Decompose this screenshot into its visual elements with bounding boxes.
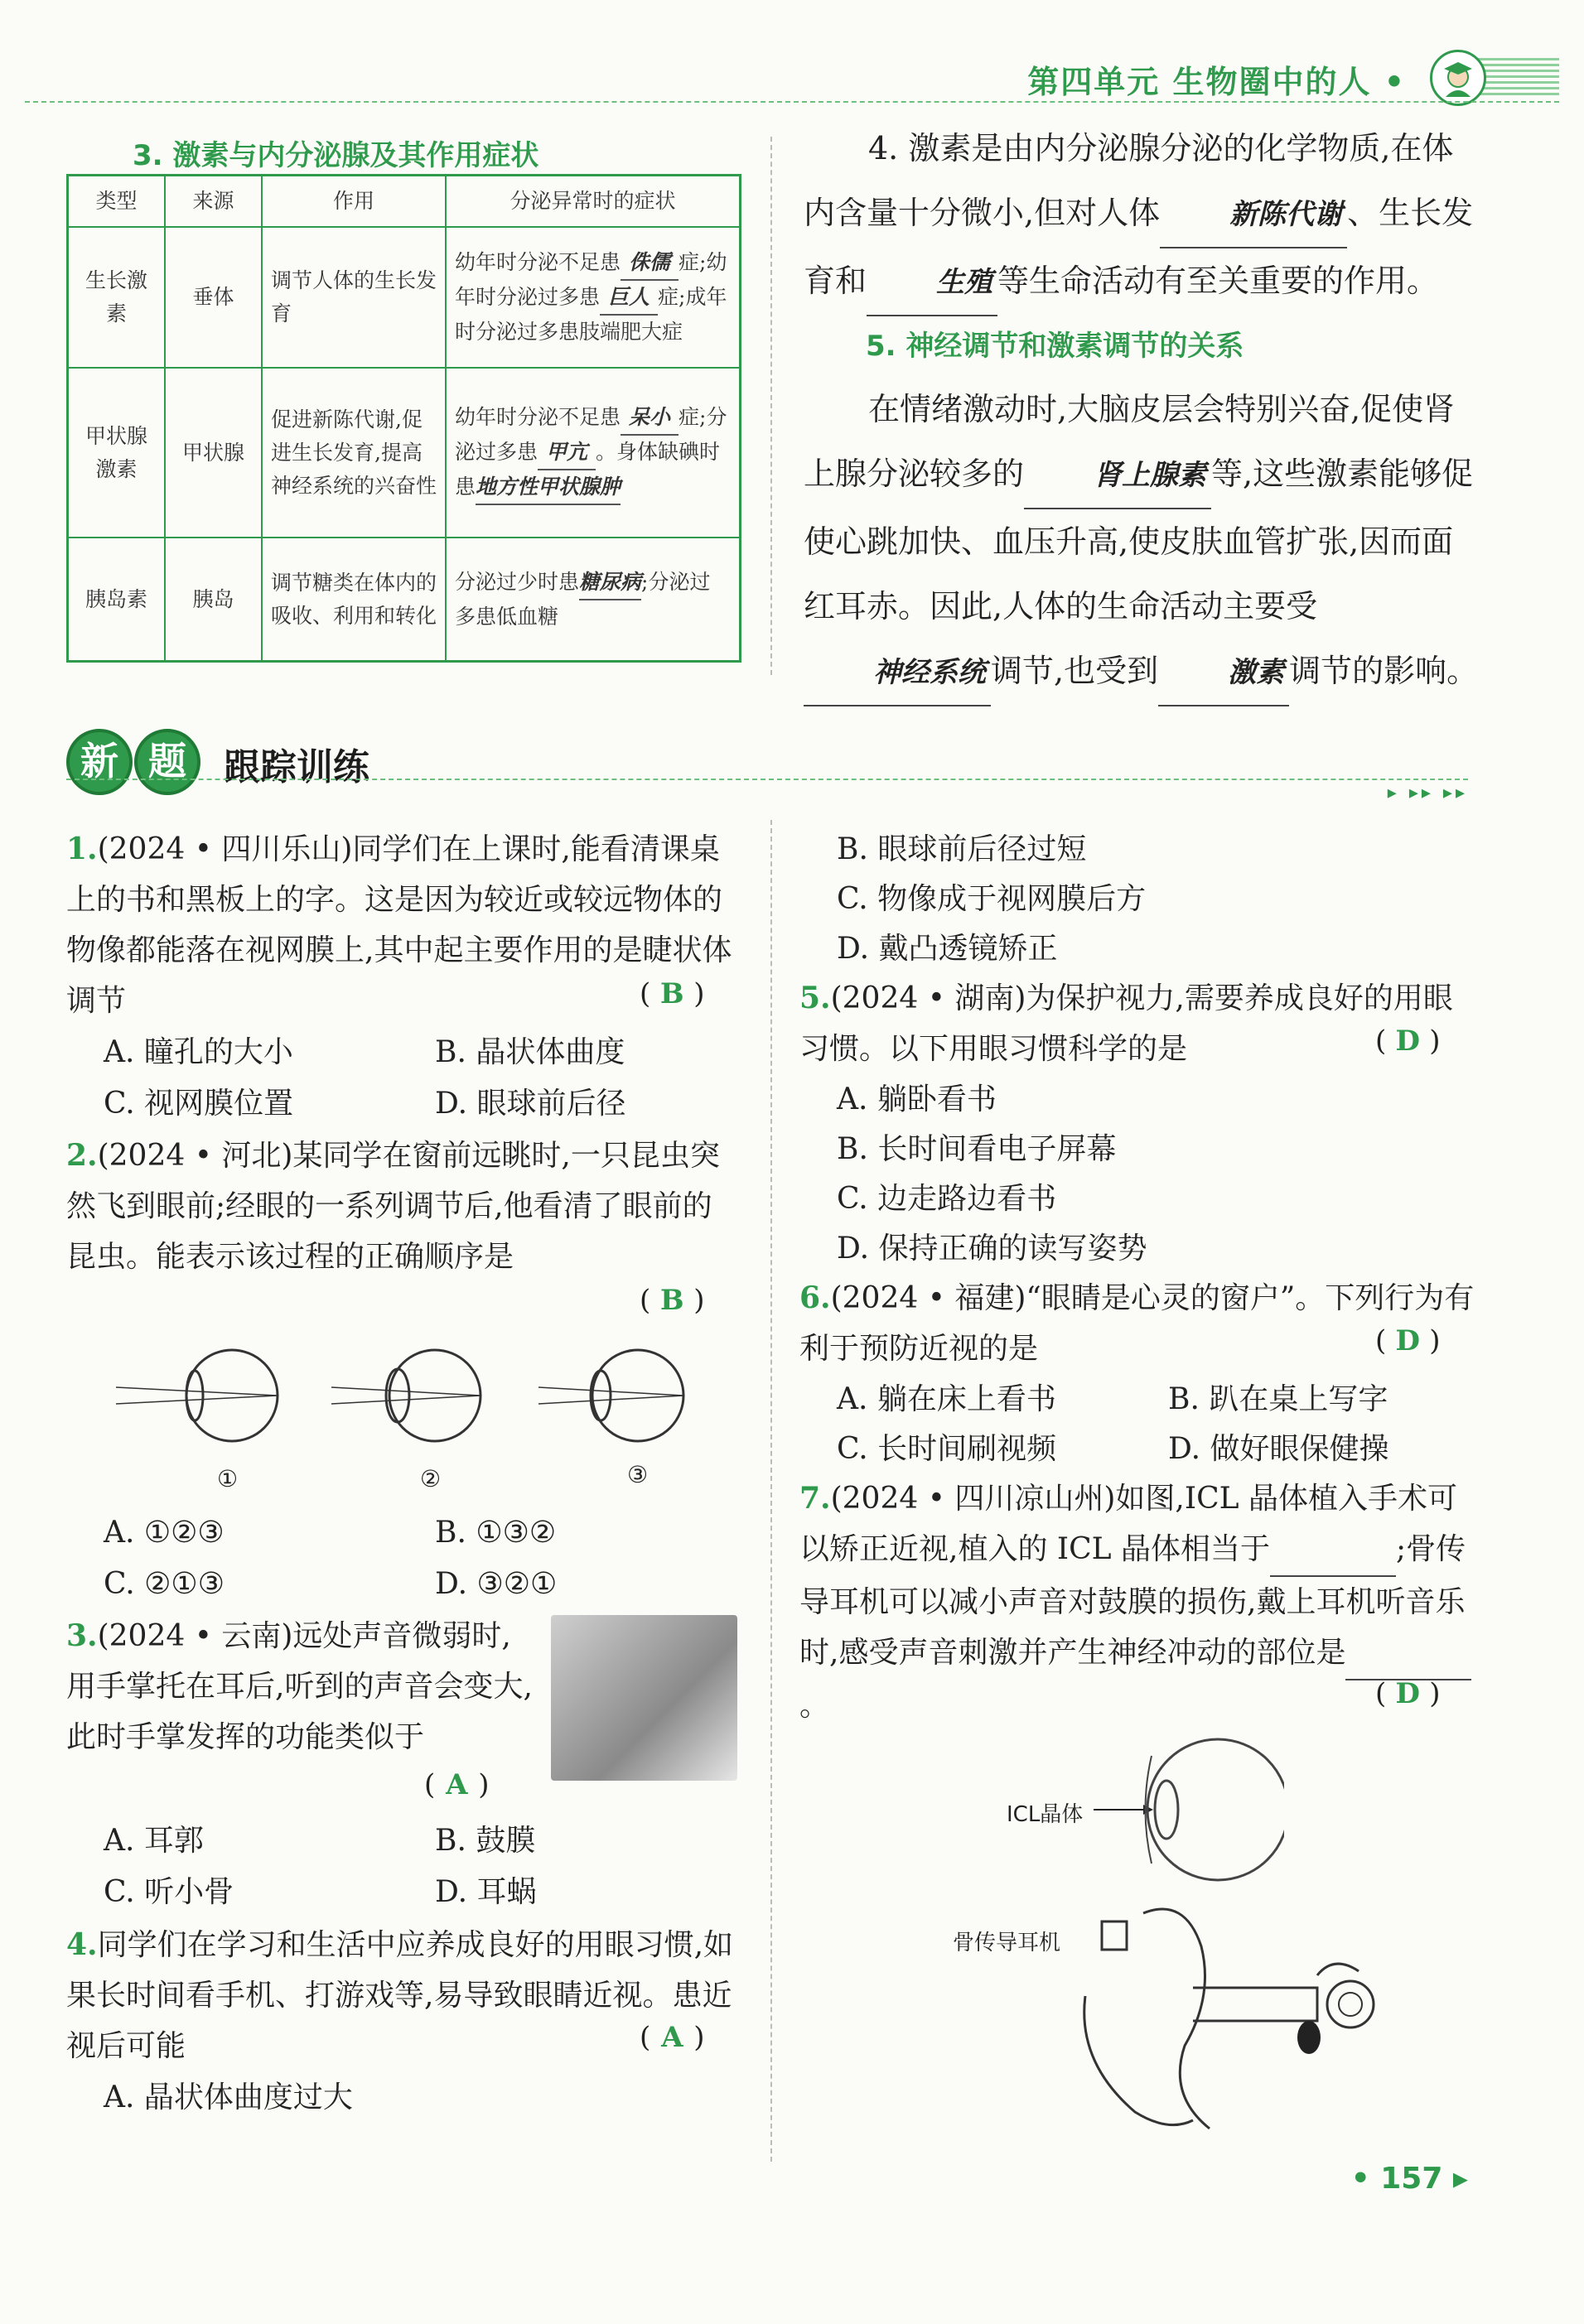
answer-fill: 激素: [1158, 640, 1289, 706]
diagram-label: ③: [627, 1461, 649, 1488]
earphone-label: 骨传导耳机: [953, 1931, 1061, 1955]
question-7: 7.(2024 • 四川凉山州)如图,ICL 晶体植入手术可以矫正近视,植入的 ICL 晶体相当于 ;骨传导耳机可以减小声音对鼓膜的损伤,戴上耳机听音乐时,感受声音刺激并产生神经冲动的部位是 。: [799, 1473, 1479, 1731]
option-b: B. 晶状体曲度: [435, 1035, 625, 1069]
question-2: 2.(2024 • 河北)某同学在窗前远眺时,一只昆虫突然飞到眼前;经眼的一系列调节后,他看清了眼前的昆虫。能表示该过程的正确顺序是: [66, 1138, 720, 1274]
answer-fill: 甲亢: [538, 436, 596, 470]
page-number: • 157 ▸: [1350, 2162, 1468, 2196]
column-header: 类型: [68, 176, 166, 228]
answer-fill: 新陈代谢: [1160, 182, 1347, 248]
question-3: 3.(2024 • 云南)远处声音微弱时,用手掌托在耳后,听到的声音会变大,此时手掌发挥的功能类似于: [66, 1618, 533, 1754]
answer-bracket: ( D ): [1375, 1677, 1441, 1710]
header-divider: [25, 101, 1559, 103]
banner-arrows: ▸ ▸▸ ▸▸: [1387, 783, 1468, 803]
question-1: 1.(2024 • 四川乐山)同学们在上课时,能看清课桌上的书和黑板上的字。这是因为较近或较远物体的物像都能落在视网膜上,其中起主要作用的是睫状体调节: [66, 832, 732, 1018]
answer-fill: 生殖: [867, 250, 997, 316]
answer-fill: 神经系统: [804, 640, 991, 706]
eye-diagram-2: [331, 1350, 481, 1441]
option-d: D. 做好眼保健操: [1168, 1432, 1389, 1466]
question-5: 5.(2024 • 湖南)为保护视力,需要养成良好的用眼习惯。以下用眼习惯科学的是: [799, 981, 1453, 1066]
banner-badge: 题: [134, 729, 200, 795]
option-b: B. 鼓膜: [435, 1824, 536, 1858]
hormone-effect: 调节糖类在体内的吸收、利用和转化: [262, 538, 446, 662]
hormone-symptoms: 幼年时分泌不足患 呆小 症;分泌过多患 甲亢 。身体缺碘时患地方性甲状腺肿: [446, 368, 741, 538]
option-b: B. 长时间看电子屏幕: [837, 1132, 1117, 1166]
banner-badge: 新: [66, 729, 133, 795]
eye-diagram-3: [538, 1350, 683, 1441]
hormone-type: 甲状腺激素: [68, 368, 166, 538]
option-c: C. 物像成于视网膜后方: [837, 882, 1147, 916]
table-header-row: [68, 176, 741, 228]
answer-bracket: ( B ): [640, 977, 705, 1010]
option-a: A. 晶状体曲度过大: [104, 2081, 353, 2114]
answer-blank: [1345, 1628, 1471, 1680]
answer-bracket: ( B ): [640, 1284, 705, 1317]
ear-anatomy-figure: [1069, 1897, 1417, 2137]
answer-bracket: ( D ): [1375, 1324, 1441, 1357]
answer-fill: 糖尿病: [579, 566, 641, 600]
option-c: C. ②①③: [104, 1567, 225, 1601]
hormone-symptoms: 分泌过少时患糖尿病;分泌过多患低血糖: [446, 538, 741, 662]
hormone-type: 生长激素: [68, 227, 166, 368]
section4-paragraph: 4. 激素是由内分泌腺分泌的化学物质,在体内含量十分微小,但对人体 新陈代谢 、生长发育和 生殖 等生命活动有至关重要的作用。: [804, 116, 1483, 316]
option-c: C. 长时间刷视频: [837, 1432, 1057, 1466]
column-header: 作用: [262, 176, 446, 228]
option-c: C. 听小骨: [104, 1875, 234, 1909]
answer-bracket: ( D ): [1375, 1025, 1441, 1058]
option-d: D. 耳蜗: [435, 1875, 537, 1909]
person-cupping-ear-photo: [551, 1615, 737, 1781]
answer-fill: 地方性甲状腺肿: [476, 470, 621, 505]
table-row: [68, 368, 741, 538]
option-d: D. ③②①: [435, 1567, 558, 1601]
option-a: A. 躺在床上看书: [837, 1382, 1056, 1416]
student-icon: [1430, 50, 1486, 106]
option-a: A. 耳郭: [104, 1824, 204, 1858]
option-b: B. 眼球前后径过短: [837, 832, 1087, 866]
hormone-source: 甲状腺: [165, 368, 262, 538]
option-b: B. ①③②: [435, 1516, 557, 1550]
banner-divider: [66, 779, 1468, 780]
option-d: D. 眼球前后径: [435, 1087, 626, 1121]
question-6: 6.(2024 • 福建)“眼睛是心灵的窗户”。下列行为有利于预防近视的是: [799, 1280, 1475, 1366]
section5-title: 5. 神经调节和激素调节的关系: [866, 330, 1244, 363]
option-b: B. 趴在桌上写字: [1168, 1382, 1388, 1416]
hormone-symptoms: 幼年时分泌不足患 侏儒 症;幼年时分泌过多患 巨人 症;成年时分泌过多患肢端肥大症: [446, 227, 741, 368]
icl-label: ICL晶体: [1007, 1802, 1084, 1827]
eye-diagram-1: [116, 1350, 278, 1441]
hormone-effect: 调节人体的生长发育: [262, 227, 446, 368]
hormone-source: 垂体: [165, 227, 262, 368]
column-divider: [770, 820, 772, 2162]
eye-cross-section-figure: [1094, 1723, 1284, 1913]
option-c: C. 边走路边看书: [837, 1182, 1057, 1216]
answer-fill: 肾上腺素: [1024, 443, 1211, 509]
answer-fill: 呆小: [621, 401, 679, 436]
diagram-label: ②: [420, 1465, 442, 1492]
option-a: A. 躺卧看书: [837, 1082, 997, 1116]
section-banner: [66, 729, 1475, 795]
option-d: D. 戴凸透镜矫正: [837, 932, 1058, 966]
table-row: [68, 227, 741, 368]
answer-blank: [1270, 1525, 1396, 1577]
hormone-effect: 促进新陈代谢,促进生长发育,提高神经系统的兴奋性: [262, 368, 446, 538]
hormone-source: 胰岛: [165, 538, 262, 662]
hormone-table: [66, 174, 741, 663]
column-header: 分泌异常时的症状: [446, 176, 741, 228]
section3-title: 3. 激素与内分泌腺及其作用症状: [133, 139, 539, 172]
column-divider: [770, 137, 772, 675]
banner-label: 跟踪训练: [224, 746, 369, 788]
answer-bracket: ( A ): [640, 2021, 705, 2054]
answer-fill: 巨人: [600, 281, 658, 316]
section5-paragraph: 在情绪激动时,大脑皮层会特别兴奋,促使肾上腺分泌较多的 肾上腺素 等,这些激素能够促使心跳加快、血压升高,使皮肤血管扩张,因而面红耳赤。因此,人体的生命活动主要受神经系统 调节,也受到 激素 调节的影响。: [804, 377, 1483, 706]
answer-bracket: ( A ): [424, 1768, 490, 1801]
option-a: A. 瞳孔的大小: [104, 1035, 293, 1069]
option-a: A. ①②③: [104, 1516, 225, 1550]
column-header: 来源: [165, 176, 262, 228]
diagram-label: ①: [217, 1465, 239, 1492]
option-d: D. 保持正确的读写姿势: [837, 1232, 1147, 1266]
page-header-title: 第四单元 生物圈中的人 •: [1027, 64, 1406, 100]
hormone-type: 胰岛素: [68, 538, 166, 662]
question-4: 4.同学们在学习和生活中应养成良好的用眼习惯,如果长时间看手机、打游戏等,易导致眼睛近视。患近视后可能: [66, 1927, 734, 2063]
answer-fill: 侏儒: [621, 246, 679, 281]
table-row: [68, 538, 741, 662]
option-c: C. 视网膜位置: [104, 1087, 294, 1121]
